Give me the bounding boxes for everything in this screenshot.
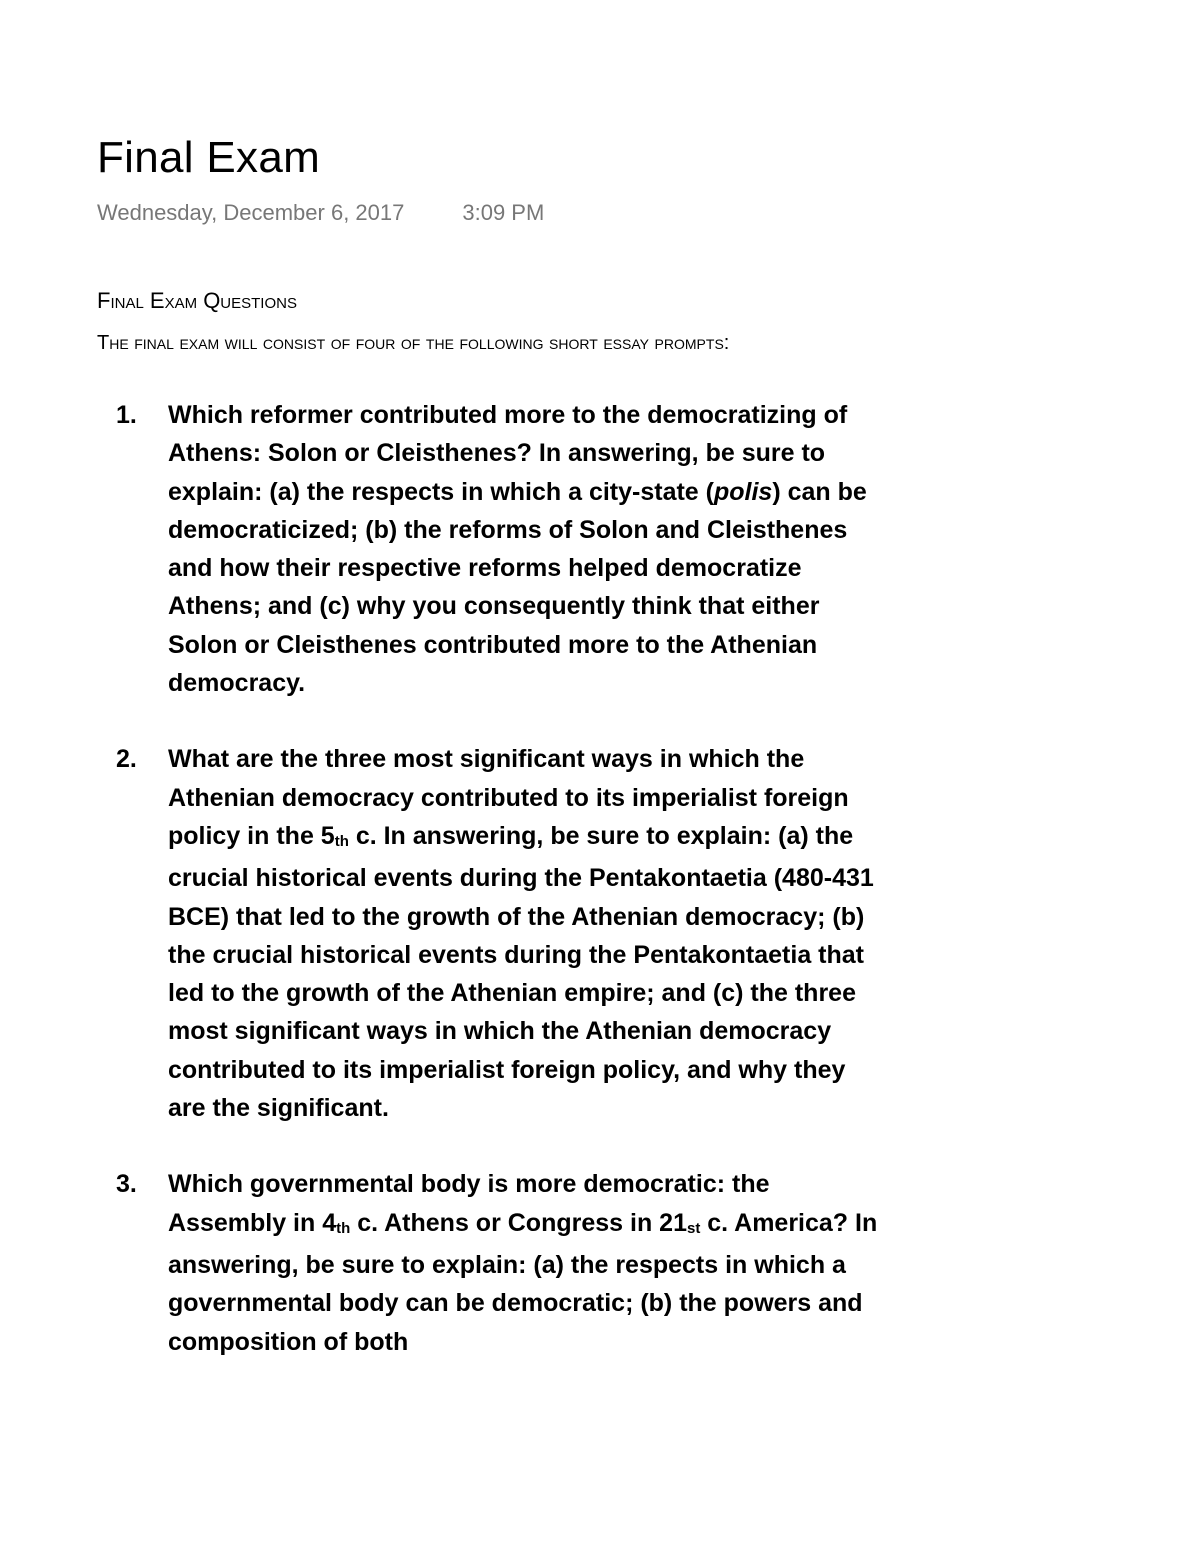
question-number: 2. — [116, 745, 137, 774]
date-time-line — [97, 199, 544, 227]
question-item-2 — [0, 740, 1200, 1127]
question-number: 3. — [116, 1170, 137, 1199]
question-text: Which governmental body is more democratic: the Assembly in $4_{th}$ c. Athens or Congress in $21_{st}$ c. America? In answering, be sure to explain: (a) the respects in which a governmental body can be democratic; (b) the powers and composition of both — [168, 1170, 878, 1356]
page-date: Wednesday, December 6, 2017 — [97, 200, 405, 225]
question-item-3 — [0, 1165, 1200, 1360]
page-title: Final Exam — [97, 133, 321, 182]
ordinal-suffix: st — [686, 1219, 701, 1237]
question-list — [0, 396, 1200, 1399]
italic-term: polis — [713, 477, 773, 506]
ordinal-suffix: th — [336, 1219, 351, 1237]
intro-text: The final exam will consist of four of the following short essay prompts: — [97, 332, 730, 354]
question-text: What are the three most significant ways in which the Athenian democracy contributed to its imperialist foreign policy in the $5_{th}$ c. In answering, be sure to explain: (a) the crucial historical events during the Pentakontaetia (480-431 BCE) that led to the growth of the Athenian democracy; (b) the crucial historical events during the Pentakontaetia that led to the growth of the Athenian empire; and (c) the three most significant ways in which the Athenian democracy contributed to its imperialist foreign policy, and why they are the significant. — [168, 745, 874, 1123]
section-heading: Final Exam Questions — [97, 288, 297, 313]
page-time: 3:09 PM — [462, 200, 545, 225]
question-item-1 — [0, 396, 1200, 702]
question-text: Which reformer contributed more to the democratizing of Athens: Solon or Cleisthenes? In answering, be sure to explain: (a) the respects in which a city-state (polis) can be democraticized; (b) the reforms of Solon and Cleisthenes and how their respective reforms helped democratize Athens; and (c) why you consequently think that either Solon or Cleisthenes contributed more to the Athenian democracy. — [168, 401, 867, 698]
ordinal-suffix: th — [334, 832, 349, 850]
question-number: 1. — [116, 401, 137, 429]
